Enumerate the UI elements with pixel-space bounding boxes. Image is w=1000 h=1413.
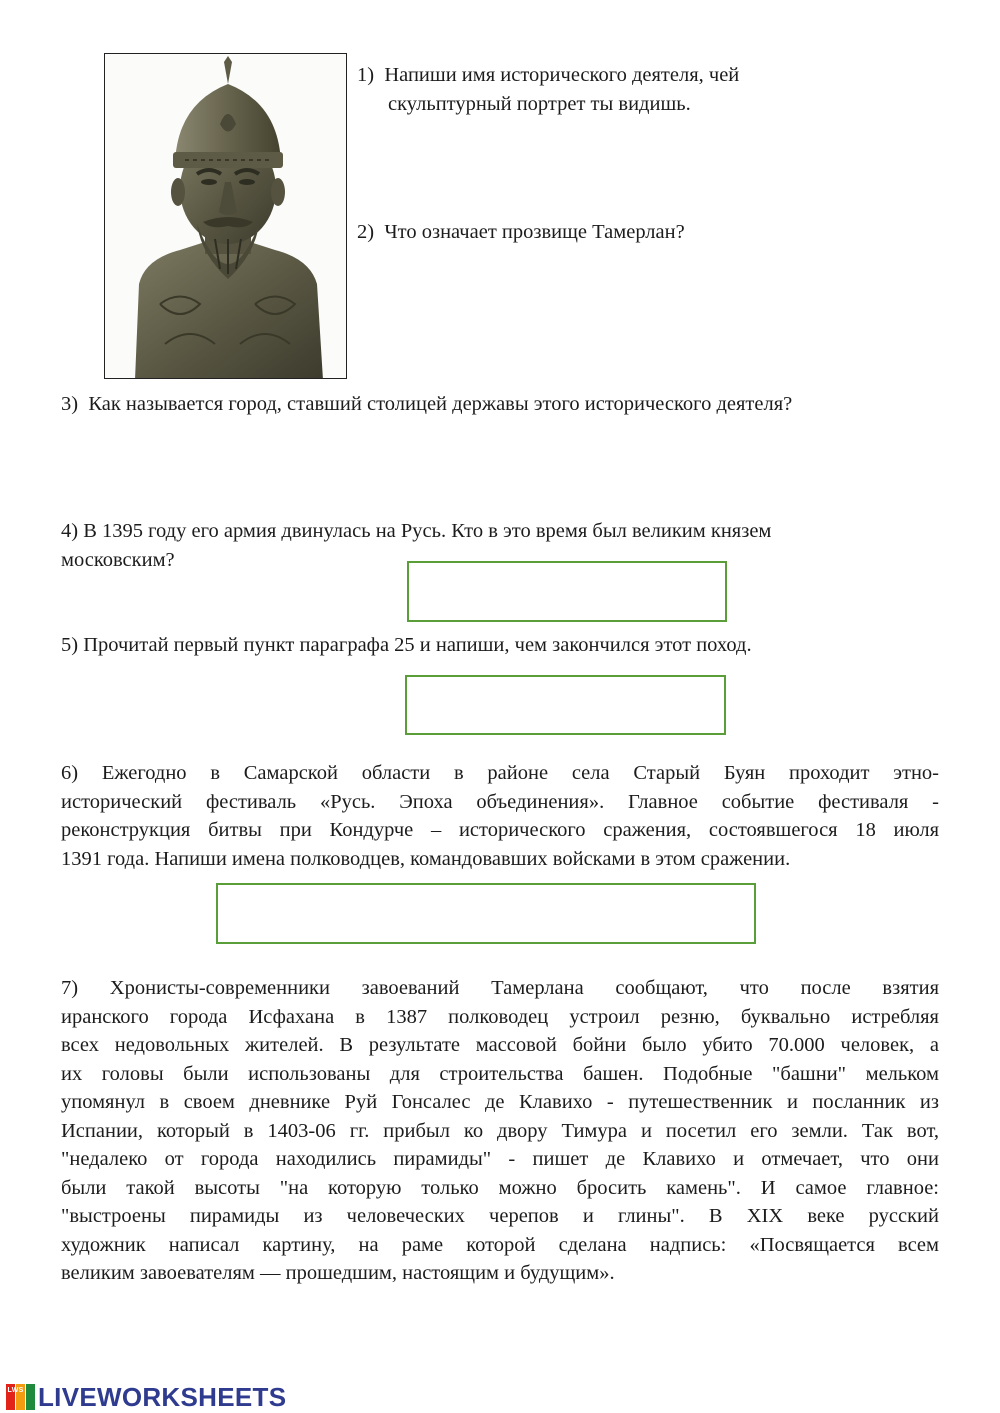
question-1 — [357, 61, 739, 118]
question-6-line-2: исторический фестиваль «Русь. Эпоха объединения». Главное событие фестиваля - — [61, 790, 939, 813]
question-7 — [61, 974, 939, 1288]
question-7-line-5: упомянул в своем дневнике Руй Гонсалес де Клавихо - путешественник и посланник из — [61, 1091, 939, 1113]
question-6-line-1: 6) Ежегодно в Самарской области в районе села Старый Буян проходит этно- — [61, 762, 939, 784]
question-7-line-7: "недалеко от города находились пирамиды" - пишет де Клавихо и отмечает, что они — [61, 1148, 939, 1170]
question-1-line-2: скульптурный портрет ты видишь. — [388, 92, 691, 115]
question-1-line-1: Напиши имя исторического деятеля, чей — [384, 64, 740, 86]
question-3 — [61, 390, 792, 419]
question-1-number: 1) — [357, 64, 375, 86]
tamerlane-bust-icon — [105, 54, 347, 379]
question-2 — [357, 218, 685, 247]
question-3-number: 3) — [61, 393, 79, 415]
question-7-line-11: великим завоевателям — прошедшим, настоящим и будущим». — [61, 1262, 615, 1284]
question-6-line-4: 1391 года. Напиши имена полководцев, командовавших войсками в этом сражении. — [61, 847, 791, 870]
question-6 — [61, 759, 939, 873]
question-5-text: 5) Прочитай первый пункт параграфа 25 и напиши, чем закончился этот поход. — [61, 634, 752, 656]
question-7-line-9: "выстроены пирамиды из человеческих черепов и глины". В XIX веке русский — [61, 1205, 939, 1227]
liveworksheets-logo-icon — [6, 1384, 36, 1410]
logo-mark-letters: LWS — [7, 1387, 24, 1394]
portrait-image — [104, 53, 347, 379]
question-5 — [61, 631, 752, 660]
answer-box-q4[interactable] — [407, 561, 727, 622]
question-4-line-1: 4) В 1395 году его армия двинулась на Русь. Кто в это время был великим князем — [61, 520, 772, 542]
question-7-line-4: их головы были использованы для строительства башен. Подобные "башни" мельком — [61, 1062, 939, 1085]
question-7-line-10: художник написал картину, на раме которой сделана надпись: «Посвящается всем — [61, 1233, 939, 1256]
question-7-line-8: были такой высоты "на которую только можно бросить камень". И самое главное: — [61, 1176, 939, 1199]
question-2-text: Что означает прозвище Тамерлан? — [384, 221, 685, 243]
question-4-line-2: московским? — [61, 548, 175, 571]
question-2-number: 2) — [357, 221, 375, 243]
question-7-line-2: иранского города Исфахана в 1387 полководец устроил резню, буквально истребляя — [61, 1005, 939, 1028]
answer-box-q6[interactable] — [216, 883, 756, 944]
question-7-line-3: всех недовольных жителей. В результате массовой бойни было убито 70.000 человек, а — [61, 1034, 939, 1056]
brand-name: LIVEWORKSHEETS — [38, 1381, 287, 1412]
question-3-text: Как называется город, ставший столицей державы этого исторического деятеля? — [88, 393, 793, 415]
question-7-line-1: 7) Хронисты-современники завоеваний Тамерлана сообщают, что после взятия — [61, 977, 939, 999]
question-7-line-6: Испании, который в 1403-06 гг. прибыл ко двору Тимура и посетил его земли. Так вот, — [61, 1119, 939, 1142]
question-6-line-3: реконструкция битвы при Кондурче – исторического сражения, состоявшегося 18 июля — [61, 819, 939, 841]
answer-box-q5[interactable] — [405, 675, 726, 735]
liveworksheets-logo[interactable] — [6, 1381, 286, 1413]
